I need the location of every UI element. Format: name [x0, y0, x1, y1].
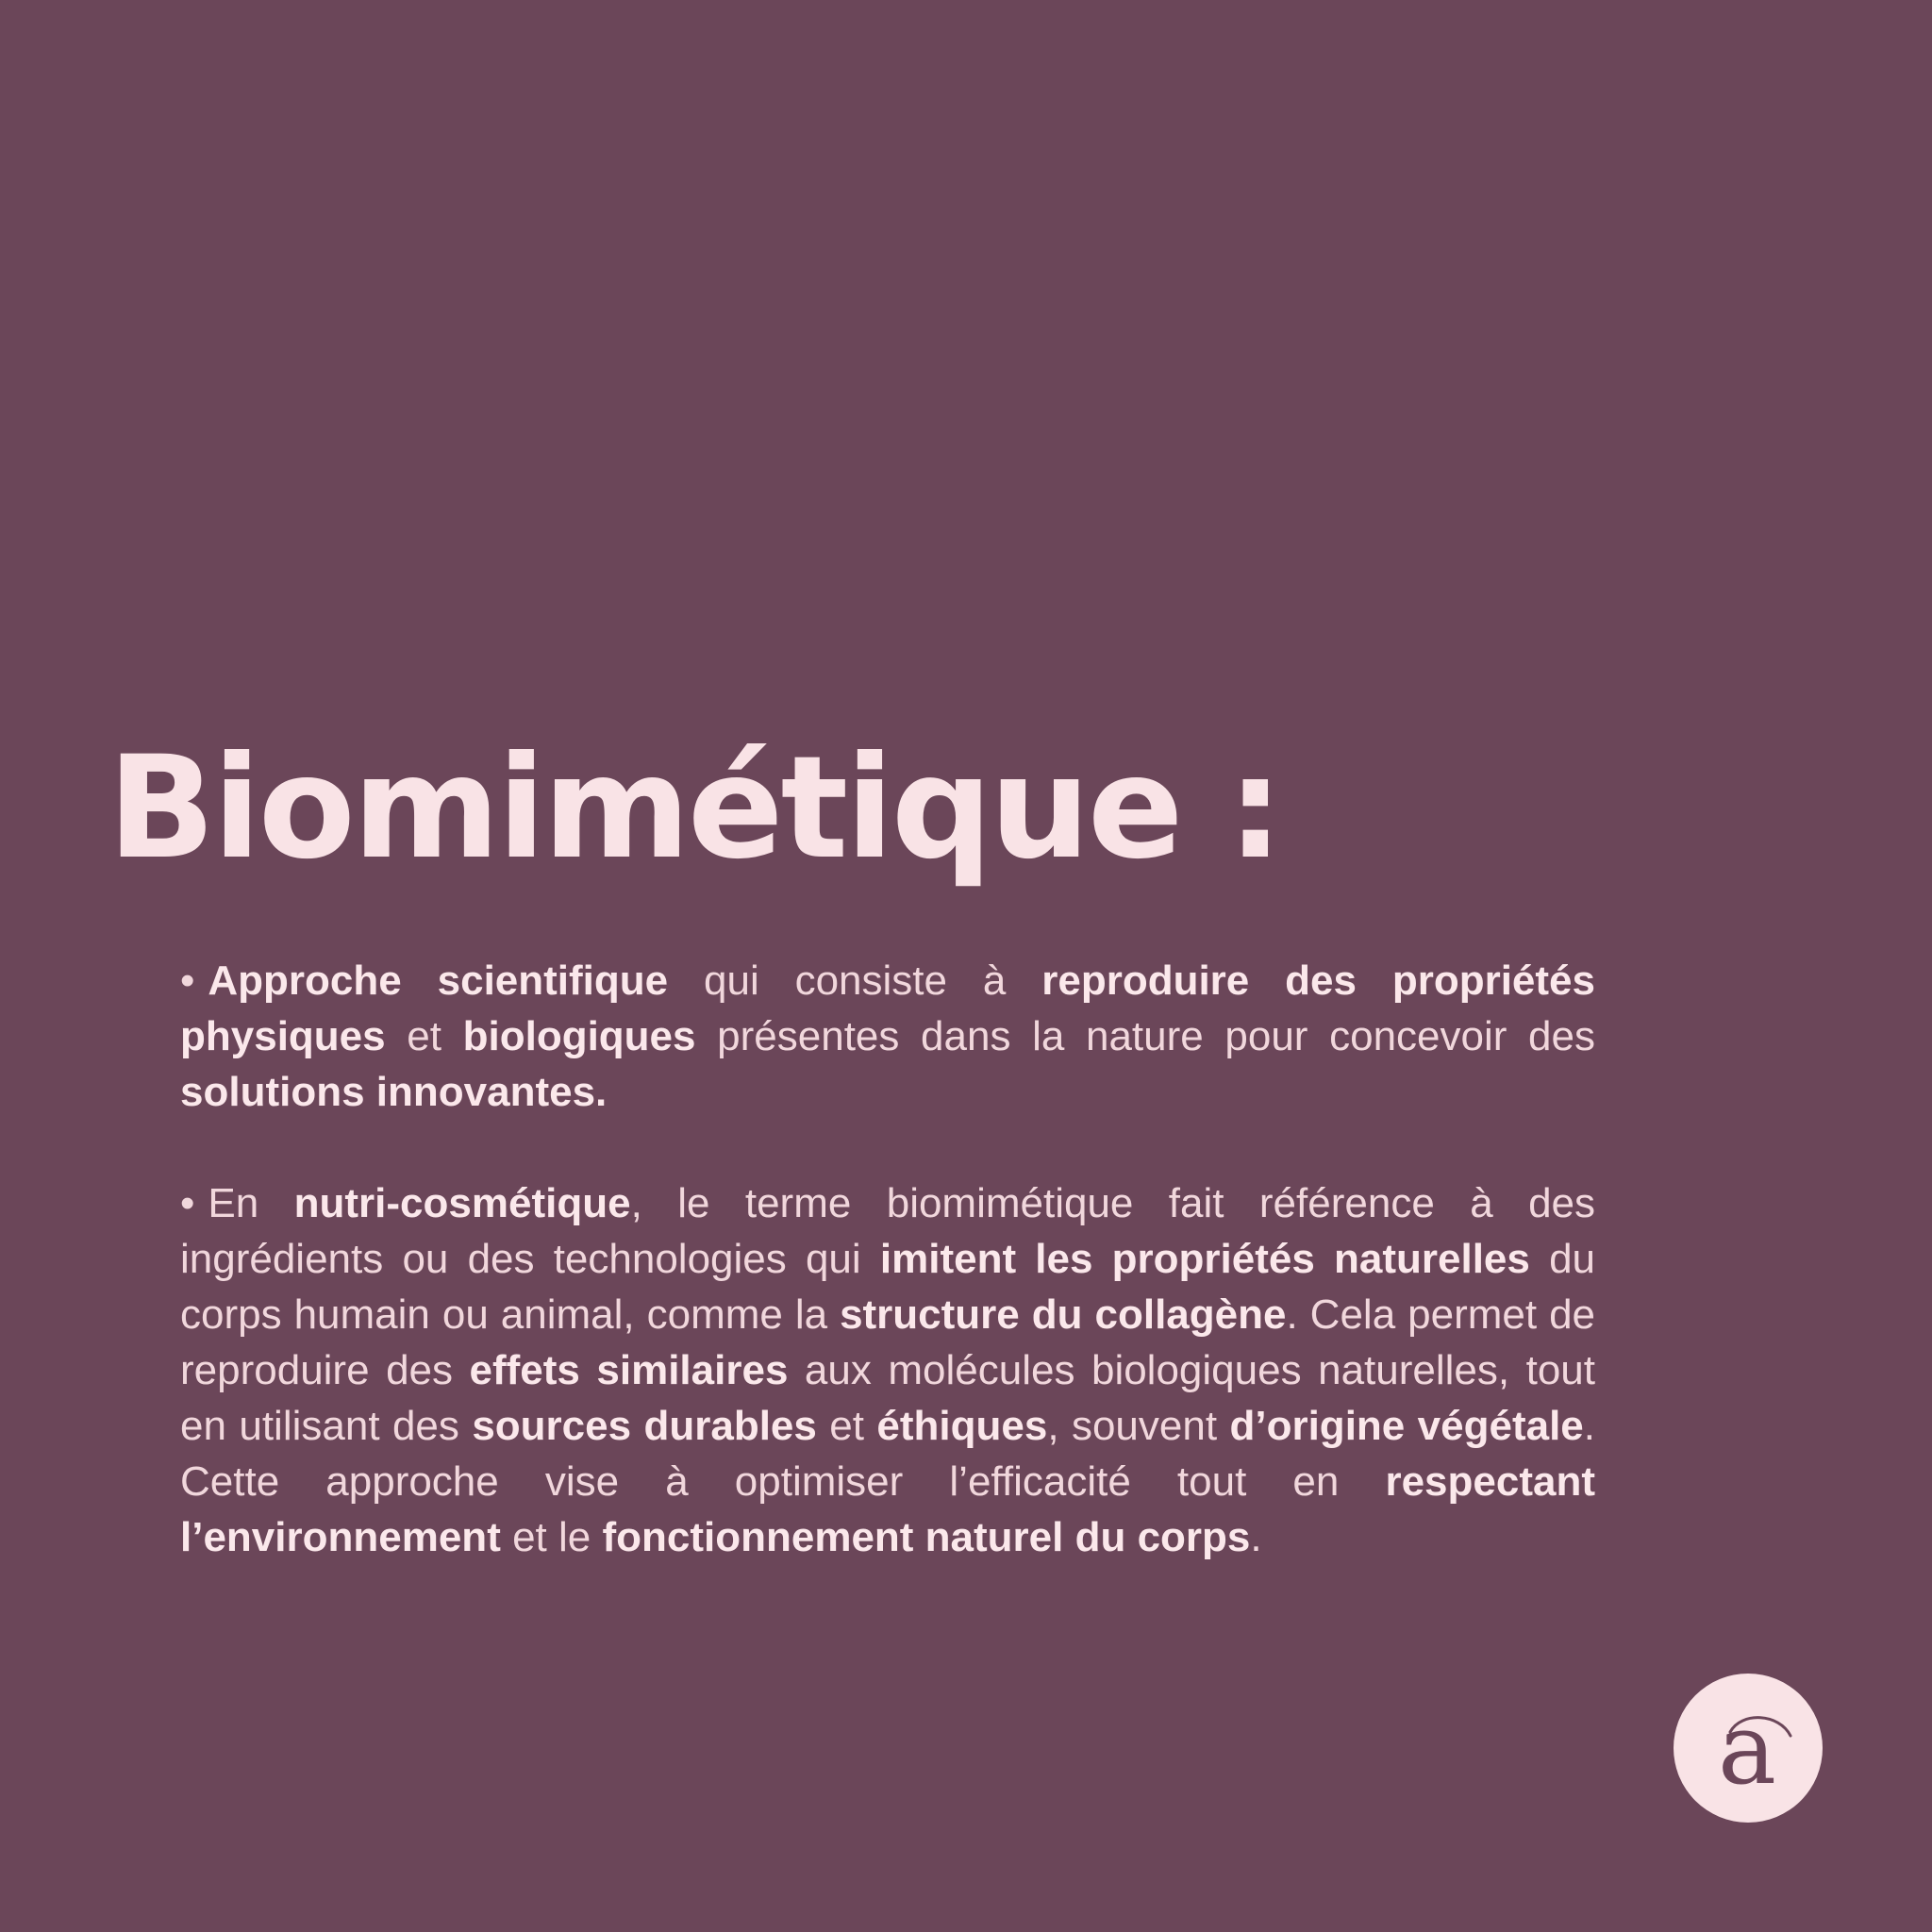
- body-text: et le: [500, 1514, 603, 1560]
- bullet-marker: •: [180, 958, 195, 1004]
- emphasized-text: sources durables: [472, 1403, 817, 1449]
- emphasized-text: imitent les propriétés naturelles: [879, 1236, 1530, 1282]
- emphasized-text: éthiques: [876, 1403, 1048, 1449]
- body-text: , souvent: [1047, 1403, 1230, 1449]
- emphasized-text: effets similaires: [469, 1347, 789, 1393]
- body-text: aux molécules biologiques naturelles, tout en utilisant des: [180, 1347, 1595, 1449]
- emphasized-text: Approche scientifique: [208, 958, 669, 1004]
- body-text: et: [385, 1013, 463, 1059]
- emphasized-text: fonctionnement naturel du corps: [602, 1514, 1251, 1560]
- brand-logo: [1674, 1674, 1823, 1823]
- body-text: du corps humain ou animal, comme la: [180, 1236, 1596, 1338]
- emphasized-text: reproduire des propriétés physiques: [180, 958, 1595, 1059]
- body-text: .: [1250, 1514, 1262, 1560]
- logo-letter: a: [1717, 1691, 1777, 1807]
- body-text: présentes dans la nature pour concevoir des: [695, 1013, 1595, 1059]
- definition-paragraph-2: [180, 1175, 1595, 1565]
- body-text: et: [816, 1403, 877, 1449]
- emphasized-text: nutri-cosmétique: [293, 1180, 631, 1226]
- definition-paragraph-1: [180, 953, 1595, 1120]
- definition-list: [180, 953, 1595, 1565]
- emphasized-text: respectant l’environnement: [180, 1458, 1595, 1560]
- emphasized-text: d’origine végétale: [1229, 1403, 1584, 1449]
- page-title: Biomimétique :: [108, 726, 1281, 891]
- body-text: . Cela permet de reproduire des: [180, 1291, 1596, 1393]
- body-text: En: [208, 1180, 294, 1226]
- body-text: . Cette approche vise à optimiser l’efficacité tout en: [180, 1403, 1596, 1505]
- bullet-marker: •: [180, 1180, 195, 1226]
- body-text: qui consiste à: [668, 958, 1042, 1004]
- brand-a-logo-icon: [1674, 1674, 1823, 1823]
- emphasized-text: biologiques: [462, 1013, 696, 1059]
- emphasized-text: solutions innovantes.: [180, 1069, 608, 1115]
- emphasized-text: structure du collagène: [840, 1291, 1287, 1338]
- body-text: , le terme biomimétique fait référence à des ingrédients ou des technologies qui: [180, 1180, 1596, 1282]
